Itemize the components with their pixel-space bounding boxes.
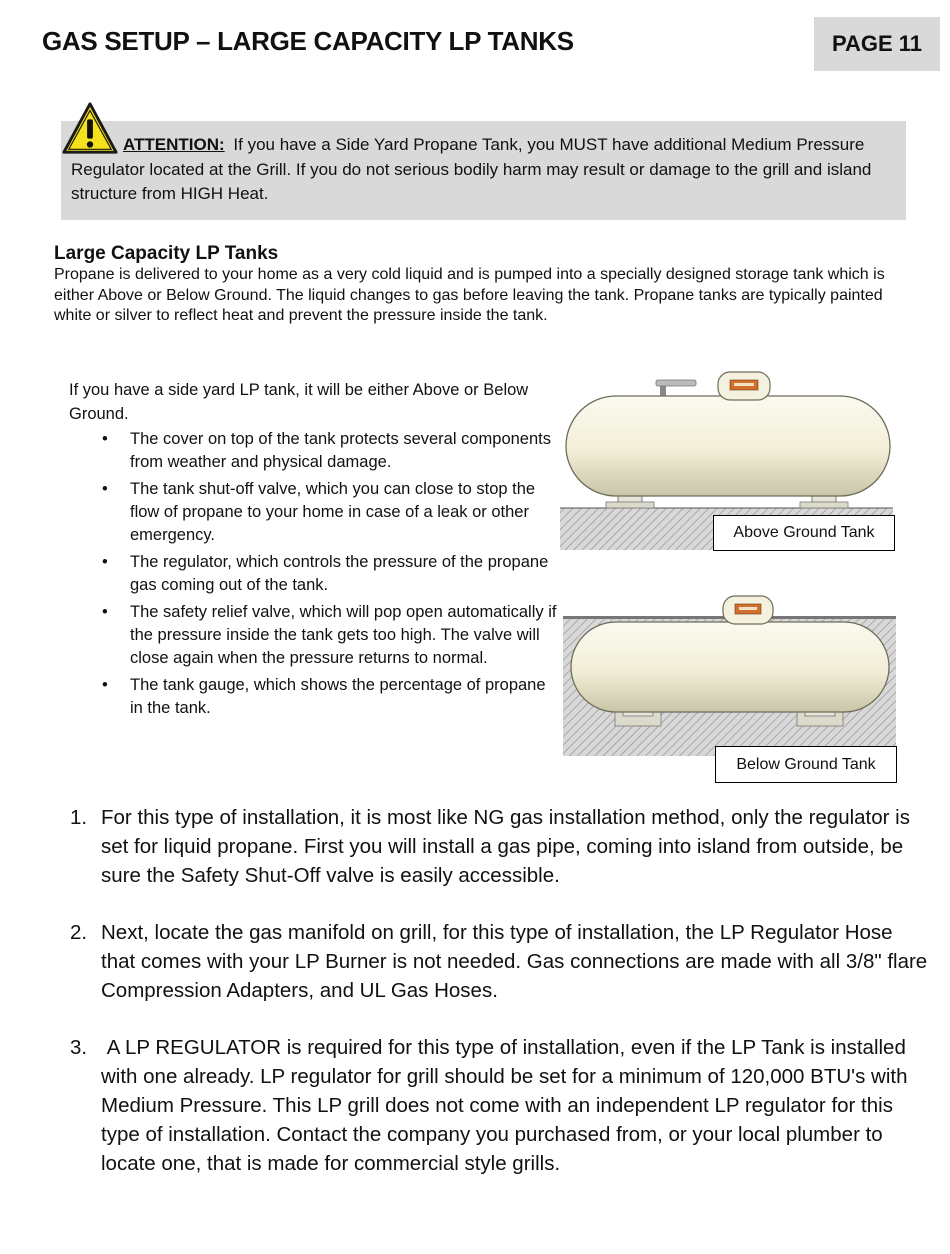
- section-heading: Large Capacity LP Tanks: [54, 243, 279, 264]
- step-item: 1. For this type of installation, it is most like NG gas installation method, only the regulator is set for liquid propane. First you will install a gas pipe, coming into island from outside, be sure the Safety Shut-Off valve is easily accessible.: [70, 806, 910, 887]
- attention-box: [61, 121, 906, 220]
- section-body: Propane is delivered to your home as a very cold liquid and is pumped into a specially designed storage tank which is either Above or Below Ground. The liquid changes to gas before leaving the tank. Propane tanks are typically painted white or silver to reflect heat and prevent the pressure inside the tank.: [54, 266, 885, 324]
- list-item: • The cover on top of the tank protects several components from weather and physical damage.: [102, 430, 551, 471]
- components-list: [97, 428, 557, 724]
- list-item: • The safety relief valve, which will pop open automatically if the pressure inside the tank gets too high. The valve will close again when the pressure returns to normal.: [102, 603, 557, 667]
- step-item: 2. Next, locate the gas manifold on grill, for this type of installation, the LP Regulator Hose that comes with your LP Burner is not needed. Gas connections are made with all 3/8" flare Compression Adapters, and UL Gas Hoses.: [70, 921, 928, 1002]
- below-ground-tank-image: [563, 592, 898, 758]
- page-number-badge: PAGE 11: [814, 17, 940, 71]
- attention-text: [71, 133, 893, 207]
- list-item: • The regulator, which controls the pressure of the propane gas coming out of the tank.: [102, 553, 549, 594]
- attention-label: ATTENTION:: [123, 135, 225, 154]
- below-ground-caption: Below Ground Tank: [715, 746, 897, 783]
- list-item: • The tank shut-off valve, which you can close to stop the flow of propane to your home in case of a leak or other emergency.: [102, 480, 536, 544]
- step-item: 3. A LP REGULATOR is required for this type of installation, even if the LP Tank is installed with one already. LP regulator for grill should be set for a minimum of 120,000 BTU's with Medium Pressure. This LP grill does not come with an independent LP regulator for this type of installation. Contact the company you purchased from, or your local plumber to locate one, that is made for commercial style grills.: [70, 1036, 914, 1175]
- page-title: GAS SETUP – LARGE CAPACITY LP TANKS: [42, 26, 574, 56]
- attention-message: If you have a Side Yard Propane Tank, you MUST have additional Medium Pressure Regulator located at the Grill. If you do not serious bodily harm may result or damage to the grill and island structure from HIGH Heat.: [71, 135, 872, 203]
- list-item: • The tank gauge, which shows the percentage of propane in the tank.: [102, 676, 546, 717]
- tank-intro: If you have a side yard LP tank, it will be either Above or Below Ground.: [69, 381, 529, 423]
- above-ground-caption: Above Ground Tank: [713, 515, 895, 551]
- installation-steps: [70, 803, 930, 1206]
